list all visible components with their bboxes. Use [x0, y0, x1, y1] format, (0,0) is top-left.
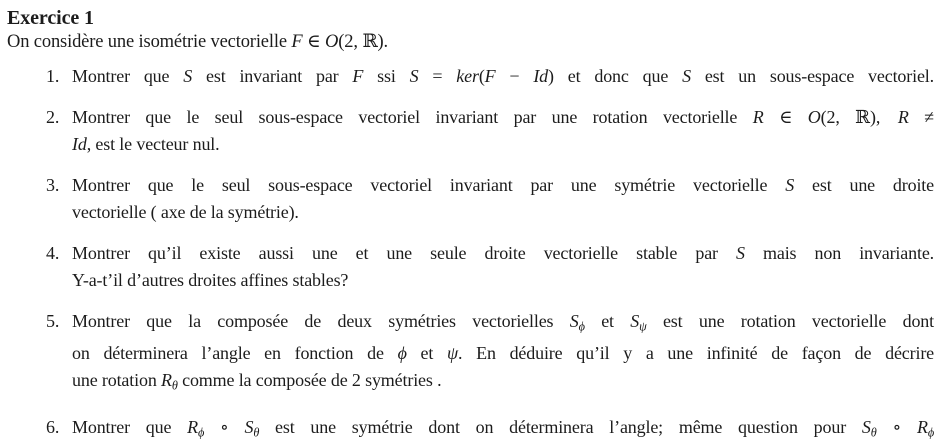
math-var-segment: S [183, 66, 193, 86]
math-var-segment: S [244, 416, 254, 437]
math-var-segment: ker [456, 66, 479, 86]
math-subscript-segment: ψ [639, 319, 647, 334]
text-segment: ( [478, 66, 485, 86]
text-segment: = [418, 66, 457, 86]
exercise-item [46, 63, 934, 90]
text-segment: vectorielle ( axe de la symétrie). [72, 202, 299, 222]
math-subscript-segment: ϕ [578, 319, 585, 334]
math-subscript-segment: θ [253, 425, 260, 440]
text-segment: . En déduire qu’il y a une infinité de façon de décrire [458, 343, 935, 364]
math-var-segment: R [187, 416, 198, 437]
item-line [72, 267, 934, 294]
text-segment: Montrer qu’il existe aussi une et une seule droite vectorielle stable par [72, 243, 737, 263]
item-line [72, 63, 934, 90]
item-line [72, 131, 934, 158]
text-segment: ∘ [876, 416, 917, 437]
text-segment: ∈ [763, 107, 808, 127]
item-number: 2. [46, 107, 60, 127]
math-var-segment: ψ [446, 343, 459, 364]
item-number: 5. [46, 311, 60, 331]
math-var-segment: R [916, 416, 928, 437]
math-var-segment: R [752, 107, 764, 127]
text-segment: mais non invariante. [744, 243, 935, 263]
item-line [72, 340, 934, 367]
text-segment: est une rotation vectorielle dont [646, 311, 935, 331]
math-var-segment: F [291, 32, 303, 52]
exercise-list [7, 63, 934, 446]
item-number: 4. [46, 243, 60, 263]
text-segment: ) et donc que [548, 66, 683, 86]
text-segment: On considère une isométrie vectorielle [7, 32, 292, 52]
item-text [72, 104, 934, 158]
math-var-segment: F [484, 66, 496, 86]
text-segment: Montrer que [72, 66, 184, 86]
text-segment: et [584, 311, 631, 331]
math-var-segment: S [630, 311, 640, 331]
text-segment: et [406, 343, 447, 364]
math-var-segment: S [682, 66, 691, 86]
item-line [72, 367, 934, 399]
text-segment: une rotation [72, 370, 162, 391]
text-segment: Montrer que la composée de deux symétries vectorielles [72, 311, 570, 331]
text-segment: − [495, 66, 534, 86]
math-var-segment: Id [533, 66, 549, 86]
text-segment: comme la composée de 2 symétries . [177, 370, 442, 391]
math-var-segment: F [352, 66, 364, 86]
item-line [72, 199, 934, 226]
item-number: 3. [46, 175, 60, 195]
item-line [72, 104, 934, 131]
exercise-intro [7, 30, 934, 54]
exercise-item [46, 172, 934, 226]
text-segment: est une droite [794, 175, 934, 195]
text-segment: ∘ [204, 416, 245, 437]
item-line [72, 172, 934, 199]
math-var-segment: Id [72, 134, 87, 154]
item-number: 6. [46, 416, 60, 437]
item-number: 1. [46, 66, 60, 86]
math-subscript-segment: θ [870, 425, 877, 440]
item-text [72, 414, 934, 446]
math-var-segment: S [785, 175, 795, 195]
text-segment: , est le vecteur nul. [86, 134, 220, 154]
text-segment: ssi [363, 66, 410, 86]
text-segment: Y-a-t’il d’autres droites affines stables? [72, 270, 349, 290]
text-segment: est un sous-espace vectoriel. [690, 66, 935, 86]
text-segment: on déterminera l’angle en fonction de [72, 343, 398, 364]
math-var-segment: ϕ [397, 343, 407, 364]
exercise-title: Exercice 1 [7, 7, 94, 29]
exercise-item [46, 414, 934, 446]
text-segment: est invariant par [192, 66, 353, 86]
text-segment: Montrer que le seul sous-espace vectoriel invariant par une symétrie vectorielle [72, 175, 786, 195]
math-var-segment: O [807, 107, 821, 127]
text-segment: (2, ℝ), [820, 107, 881, 127]
item-text [72, 240, 934, 294]
text-segment [880, 107, 898, 127]
text-segment: est une symétrie dont on déterminera l’angle; même question pour [259, 416, 862, 437]
item-line [72, 240, 934, 267]
item-text [72, 63, 934, 90]
math-subscript-segment: ϕ [927, 425, 935, 440]
item-text [72, 172, 934, 226]
text-segment: ∈ [302, 32, 326, 52]
math-subscript-segment: θ [171, 378, 178, 393]
item-line [72, 308, 934, 340]
math-var-segment: S [409, 66, 419, 86]
item-text [72, 308, 934, 400]
math-var-segment: O [325, 32, 339, 52]
text-segment: (2, ℝ). [338, 32, 389, 52]
exercise-item [46, 240, 934, 294]
math-var-segment: R [161, 370, 172, 391]
text-segment: Montrer que le seul sous-espace vectoriel invariant par une rotation vectorielle [72, 107, 753, 127]
item-line [72, 414, 934, 446]
exercise-item [46, 104, 934, 158]
math-subscript-segment: ϕ [197, 425, 205, 440]
math-var-segment: R [897, 107, 909, 127]
math-var-segment: S [861, 416, 871, 437]
math-var-segment: S [569, 311, 579, 331]
math-var-segment: S [736, 243, 745, 263]
text-segment: ≠ [908, 107, 934, 127]
exercise-item [46, 308, 934, 400]
text-segment: Montrer que [72, 416, 188, 437]
